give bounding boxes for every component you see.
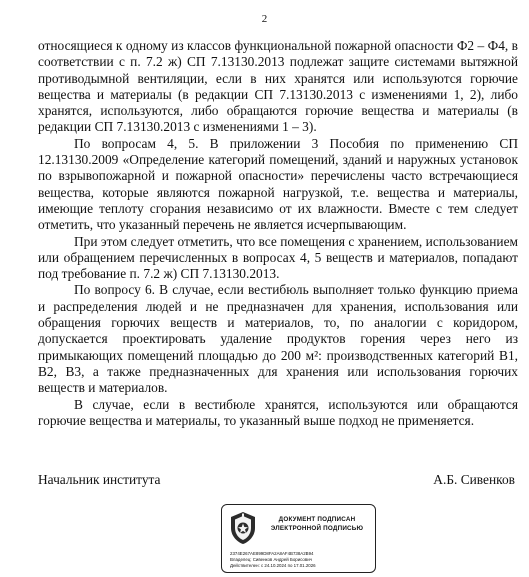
paragraph-storage-rooms: При этом следует отметить, что все помещения с хранением, использованием или обращением перечисленных в вопросах 4, 5 веществ и материалов, попадают под требование п. 7.2 ж) СП 7.13130.2013. bbox=[38, 233, 518, 282]
stamp-heading-line-2: ЭЛЕКТРОННОЙ ПОДПИСЬЮ bbox=[270, 525, 364, 532]
stamp-heading-line-1: ДОКУМЕНТ ПОДПИСАН bbox=[278, 516, 356, 523]
stamp-certificate-number: 2374E267AE899D8FA2A8AF4B738A2B94 bbox=[230, 551, 314, 556]
stamp-heading bbox=[264, 515, 370, 533]
electronic-signature-stamp bbox=[221, 504, 376, 573]
signatory-title: Начальник института bbox=[38, 472, 161, 487]
paragraph-questions-4-5: По вопросам 4, 5. В приложении 3 Пособия по применению СП 12.13130.2009 «Определение категорий помещений, зданий и наружных установок по взрывопожарной и пожарной опасности» перечислены часто встречающиеся вещества, которые являются пожарной нагрузкой, т.е. вещества и материалы, имеющие теплоту сгорания независимо от их влажности. Вместе с тем следует отметить, что указанный перечень не является исчерпывающим. bbox=[38, 135, 518, 233]
stamp-validity: Действителен: с 24.10.2024 по 17.01.2026 bbox=[230, 563, 316, 568]
letter-body bbox=[38, 38, 518, 429]
stamp-owner: Владелец: Сивенков Андрей Борисович bbox=[230, 557, 312, 562]
paragraph-vestibule: В случае, если в вестибюле хранятся, используются или обращаются горючие вещества и материалы, то указанный выше подход не применяется. bbox=[38, 396, 518, 428]
paragraph-continuation: относящиеся к одному из классов функциональной пожарной опасности Ф2 – Ф4, в соответствии с п. 7.2 ж) СП 7.13130.2013 подлежат защите системами вытяжной противодымной вентиляции, если в них хранятся или используются горючие вещества и материалы (в редакции СП 7.13130.2013 с изменениями 1, 2), либо хранятся, используются, либо обращаются горючие вещества и материалы (в редакции СП 7.13130.2013 с изменениями 1 – 3). bbox=[38, 38, 518, 135]
page-number: 2 bbox=[261, 13, 268, 25]
emergency-ministry-emblem-icon bbox=[228, 511, 258, 545]
signatory-name: А.Б. Сивенков bbox=[433, 472, 515, 487]
paragraph-question-6: По вопросу 6. В случае, если вестибюль выполняет только функцию приема и распределения людей и не предназначен для хранения, использования или обращения горючих веществ и материалов, то, по аналогии с коридором, допускается проектировать удаление продуктов горения через него из примыкающих помещений площадью до 200 м²: производственных категорий В1, В2, В3, а также предназначенных для хранения или использования горючих веществ и материалов. bbox=[38, 282, 518, 396]
